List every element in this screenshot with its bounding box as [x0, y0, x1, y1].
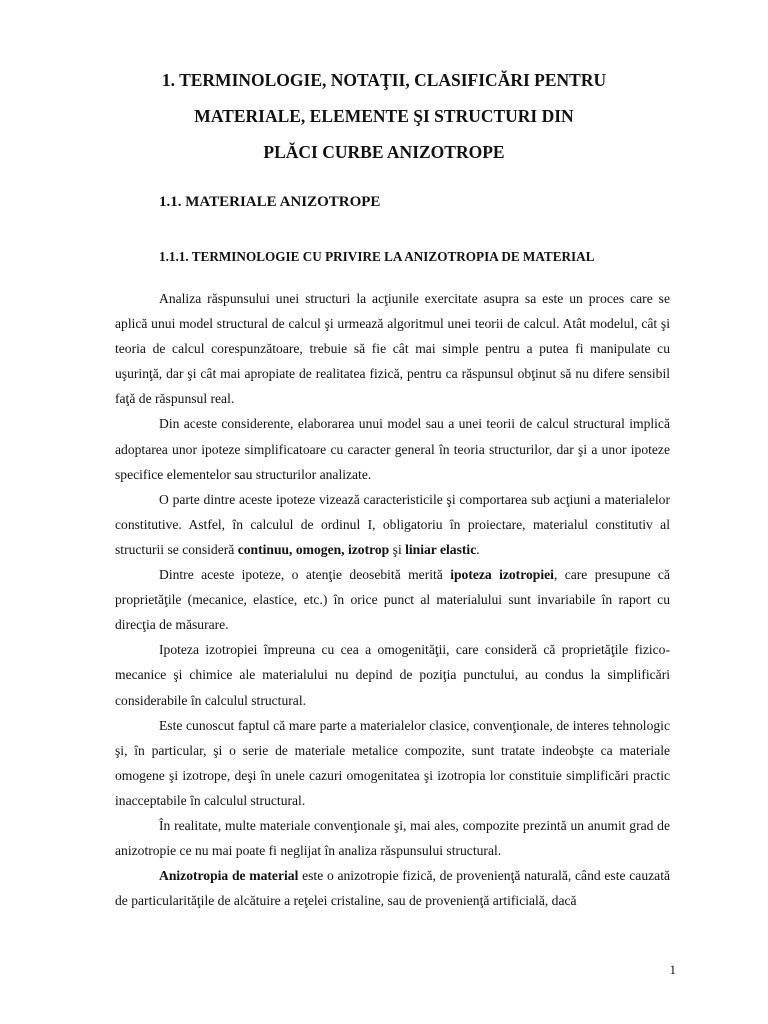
body-text	[115, 286, 670, 913]
paragraph	[115, 562, 670, 637]
paragraph-text: În realitate, multe materiale convenţionale şi, mai ales, compozite prezintă un anumit grad de anizotropie ce nu mai poate fi neglijat în analiza răspunsului structural.	[115, 817, 670, 859]
bold-term: Anizotropia de material	[159, 868, 299, 884]
paragraph-text: Ipoteza izotropiei împreuna cu cea a omogenităţii, care consideră că proprietăţile fizico-mecanice şi chimice ale materialului nu depind de poziţia punctului, au condus la simplificări considerabile în calculul structural.	[115, 642, 670, 708]
paragraph-text: Analiza răspunsului unei structuri la acţiunile exercitate asupra sa este un proces care se aplică unui model structural de calcul şi urmează algoritmul unei teorii de calcul. Atât modelul, cât şi teoria de calcul corespunzătoare, trebuie să fie cât mai simple pentru a putea fi manipulate cu uşurinţă, dar şi cât mai apropiate de realitatea fizică, pentru ca răspunsul obţinut să nu difere sensibil faţă de răspunsul real.	[115, 291, 670, 407]
subsection-title: 1.1.1. TERMINOLOGIE CU PRIVIRE LA ANIZOTROPIA DE MATERIAL	[159, 249, 595, 264]
paragraph-text: .	[476, 541, 480, 557]
paragraph-text: , care presupune că proprietăţile (mecanice, elastice, etc.) în orice punct al materialului sunt invariabile în raport cu direcţia de măsurare.	[115, 567, 670, 633]
paragraph-text: Din aceste considerente, elaborarea unui model sau a unei teorii de calcul structural implică adoptarea unor ipoteze simplificatoare cu caracter general în teoria structurilor, dar şi a unor ipoteze specifice elementelor sau structurilor analizate.	[115, 416, 670, 482]
paragraph	[115, 411, 670, 486]
paragraph	[115, 713, 670, 813]
chapter-title-line: MATERIALE, ELEMENTE ŞI STRUCTURI DIN	[194, 106, 574, 126]
chapter-title-line: 1. TERMINOLOGIE, NOTAŢII, CLASIFICĂRI PENTRU	[161, 70, 607, 90]
section-title: 1.1. MATERIALE ANIZOTROPE	[159, 194, 381, 210]
paragraph-text: este o anizotropie fizică, de provenienţă naturală, când este cauzată de particularităţile de alcătuire a reţelei cristaline, sau de provenienţă artificială, dacă	[115, 868, 670, 909]
paragraph-text: O parte dintre aceste ipoteze vizează caracteristicile şi comportarea sub acţiuni a materialelor constitutive. Astfel, în calculul de ordinul I, obligatoriu în proiectare, materialul constitutiv al structurii se consideră	[115, 491, 670, 557]
paragraph	[115, 487, 670, 562]
page-number: 1	[669, 962, 676, 977]
bold-term: liniar elastic	[405, 541, 477, 557]
paragraph	[115, 637, 670, 712]
chapter-title-line: PLĂCI CURBE ANIZOTROPE	[263, 142, 505, 162]
bold-term: ipoteza izotropiei	[450, 567, 554, 583]
paragraph	[115, 863, 670, 913]
paragraph-text: Dintre aceste ipoteze, o atenţie deosebită merită	[159, 567, 451, 583]
paragraph-text: şi	[389, 541, 406, 557]
chapter-title	[130, 62, 638, 170]
paragraph-text: Este cunoscut faptul că mare parte a materialelor clasice, convenţionale, de interes tehnologic şi, în particular, şi o serie de materiale metalice compozite, sunt tratate indeobşte ca materiale omogene şi izotrope, deşi în unele cazuri omogenitatea şi izotropia lor constituie simplificări practic inacceptabile în calculul structural.	[115, 717, 670, 808]
paragraph	[115, 813, 670, 863]
bold-term: continuu, omogen, izotrop	[237, 541, 390, 557]
paragraph	[115, 286, 670, 411]
